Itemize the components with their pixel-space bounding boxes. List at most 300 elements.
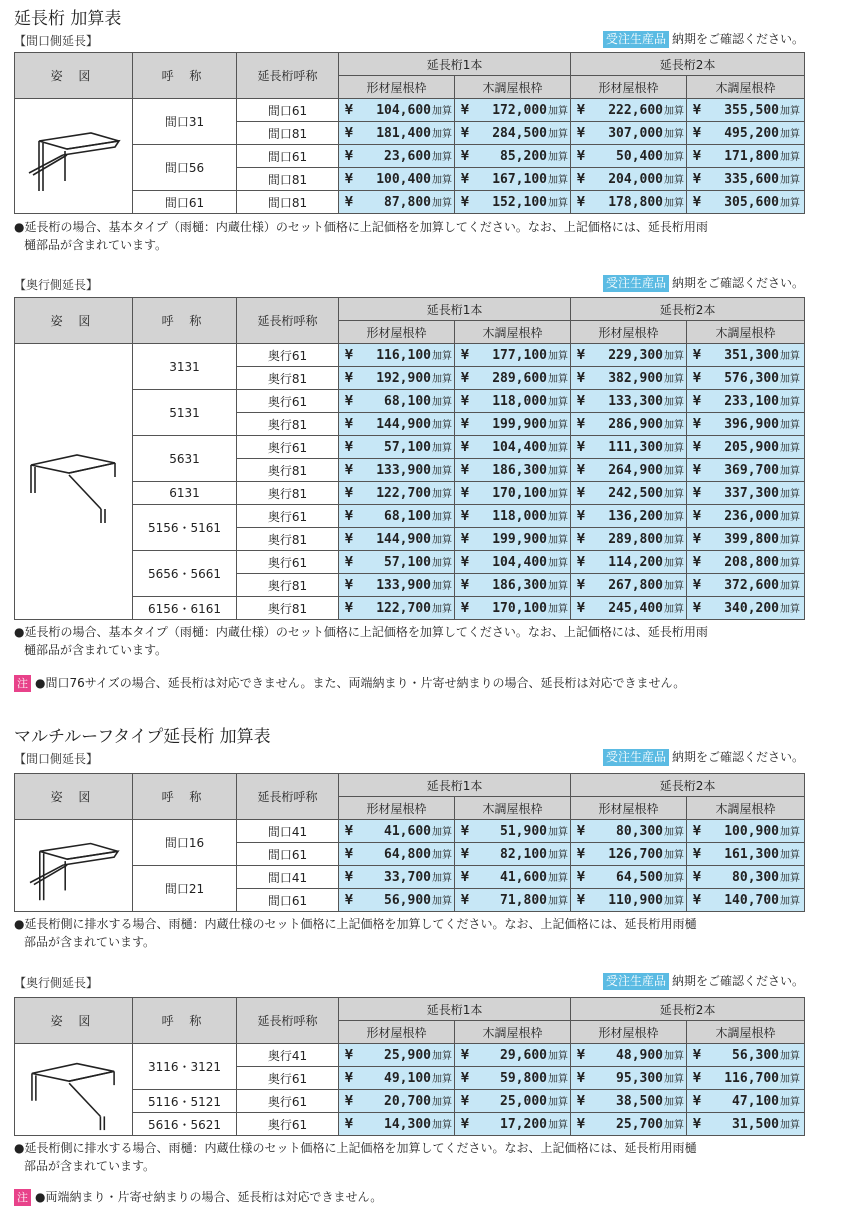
add-label: 加算 xyxy=(432,152,452,163)
price-value: 80,300 xyxy=(732,870,780,885)
price-table-depth-extension xyxy=(14,297,805,620)
price-value: 122,700 xyxy=(376,601,431,616)
price-value: 267,800 xyxy=(608,578,664,593)
price-value: 186,300 xyxy=(492,463,547,478)
price-value: 64,500 xyxy=(616,870,664,885)
price-cell xyxy=(571,436,687,459)
add-label: 加算 xyxy=(664,1120,685,1131)
price-value: 68,100 xyxy=(384,509,431,524)
add-label: 加算 xyxy=(664,443,685,454)
currency-symbol: ¥ xyxy=(345,847,353,862)
price-cell xyxy=(455,436,571,459)
currency-symbol: ¥ xyxy=(693,348,701,363)
model-name-cell: 5156・5161 xyxy=(133,505,237,551)
price-value: 307,000 xyxy=(608,126,664,141)
add-label: 加算 xyxy=(548,512,568,523)
model-name-cell: 6156・6161 xyxy=(133,597,237,620)
price-value: 167,100 xyxy=(492,172,547,187)
currency-symbol: ¥ xyxy=(461,824,469,839)
price-value: 245,400 xyxy=(608,601,664,616)
currency-symbol: ¥ xyxy=(693,1071,701,1086)
add-label: 加算 xyxy=(780,106,801,117)
price-cell xyxy=(455,1113,571,1136)
add-label: 加算 xyxy=(432,1097,452,1108)
made-to-order-badge: 受注生産品 xyxy=(603,749,669,766)
add-label: 加算 xyxy=(780,873,801,884)
price-value: 136,200 xyxy=(608,509,664,524)
currency-symbol: ¥ xyxy=(345,601,353,616)
price-cell xyxy=(455,1090,571,1113)
price-value: 126,700 xyxy=(608,847,664,862)
price-value: 171,800 xyxy=(724,149,780,164)
add-label: 加算 xyxy=(432,489,452,500)
table-row xyxy=(15,1044,805,1067)
price-value: 199,900 xyxy=(492,532,547,547)
price-value: 57,100 xyxy=(384,440,431,455)
add-label: 加算 xyxy=(432,1120,452,1131)
header-roof-type: 形材屋根枠 xyxy=(339,321,455,344)
price-cell xyxy=(687,820,805,843)
currency-symbol: ¥ xyxy=(461,440,469,455)
currency-symbol: ¥ xyxy=(345,172,353,187)
price-cell xyxy=(455,866,571,889)
add-label: 加算 xyxy=(664,106,685,117)
price-cell xyxy=(455,528,571,551)
price-cell xyxy=(339,122,455,145)
currency-symbol: ¥ xyxy=(345,371,353,386)
price-value: 369,700 xyxy=(724,463,780,478)
add-label: 加算 xyxy=(432,1074,452,1085)
currency-symbol: ¥ xyxy=(577,172,585,187)
extension-name-cell: 奥行61 xyxy=(237,344,339,367)
price-table-width-extension xyxy=(14,52,805,214)
header-diagram: 姿 図 xyxy=(15,998,133,1044)
price-cell xyxy=(687,122,805,145)
add-label: 加算 xyxy=(432,850,452,861)
diagram-cell xyxy=(15,99,133,214)
price-value: 170,100 xyxy=(492,486,547,501)
header-roof-type: 形材屋根枠 xyxy=(571,1021,687,1044)
currency-symbol: ¥ xyxy=(345,1117,353,1132)
table2-subtitle: 【奥行側延長】 xyxy=(14,278,99,292)
add-label: 加算 xyxy=(432,512,452,523)
add-label: 加算 xyxy=(780,129,801,140)
price-value: 351,300 xyxy=(724,348,780,363)
currency-symbol: ¥ xyxy=(693,1094,701,1109)
add-label: 加算 xyxy=(780,175,801,186)
add-label: 加算 xyxy=(664,604,685,615)
header-roof-type: 木調屋根枠 xyxy=(455,321,571,344)
currency-symbol: ¥ xyxy=(461,394,469,409)
add-label: 加算 xyxy=(780,1097,801,1108)
currency-symbol: ¥ xyxy=(693,394,701,409)
price-cell xyxy=(687,145,805,168)
price-cell xyxy=(687,413,805,436)
price-value: 335,600 xyxy=(724,172,780,187)
price-value: 192,900 xyxy=(376,371,431,386)
price-value: 104,400 xyxy=(492,440,547,455)
price-cell xyxy=(455,145,571,168)
price-cell xyxy=(455,413,571,436)
price-value: 399,800 xyxy=(724,532,780,547)
price-cell xyxy=(687,390,805,413)
price-value: 25,900 xyxy=(384,1048,431,1063)
extension-name-cell: 奥行61 xyxy=(237,505,339,528)
currency-symbol: ¥ xyxy=(577,1117,585,1132)
currency-symbol: ¥ xyxy=(693,463,701,478)
currency-symbol: ¥ xyxy=(693,486,701,501)
price-value: 199,900 xyxy=(492,417,547,432)
currency-symbol: ¥ xyxy=(461,149,469,164)
currency-symbol: ¥ xyxy=(345,555,353,570)
header-two-beams: 延長桁2本 xyxy=(571,998,805,1021)
price-value: 576,300 xyxy=(724,371,780,386)
price-cell xyxy=(339,344,455,367)
delivery-note: 納期をご確認ください。 xyxy=(671,276,804,290)
header-one-beam: 延長桁1本 xyxy=(339,298,571,321)
price-cell xyxy=(687,597,805,620)
currency-symbol: ¥ xyxy=(461,348,469,363)
header-diagram: 姿 図 xyxy=(15,298,133,344)
price-value: 264,900 xyxy=(608,463,664,478)
price-cell xyxy=(455,1067,571,1090)
currency-symbol: ¥ xyxy=(461,870,469,885)
add-label: 加算 xyxy=(780,1120,801,1131)
price-value: 100,900 xyxy=(724,824,780,839)
add-label: 加算 xyxy=(548,581,568,592)
add-label: 加算 xyxy=(432,466,452,477)
add-label: 加算 xyxy=(548,397,568,408)
extension-name-cell: 奥行81 xyxy=(237,459,339,482)
price-cell xyxy=(339,482,455,505)
price-value: 80,300 xyxy=(616,824,664,839)
add-label: 加算 xyxy=(664,581,685,592)
add-label: 加算 xyxy=(780,374,801,385)
add-label: 加算 xyxy=(548,466,568,477)
add-label: 加算 xyxy=(548,175,568,186)
price-value: 140,700 xyxy=(724,893,780,908)
add-label: 加算 xyxy=(664,1074,685,1085)
add-label: 加算 xyxy=(664,420,685,431)
price-cell xyxy=(687,482,805,505)
add-label: 加算 xyxy=(780,466,801,477)
table-row xyxy=(15,390,805,413)
multiroof-price-table-width-extension xyxy=(14,773,805,912)
currency-symbol: ¥ xyxy=(693,870,701,885)
add-label: 加算 xyxy=(432,604,452,615)
price-cell xyxy=(455,99,571,122)
table4-note: ●延長桁側に排水する場合、雨樋：内蔵仕様のセット価格に上記価格を加算してください。なお、上記価格には、延長桁用雨樋 部品が含まれています。 xyxy=(14,1141,697,1173)
price-value: 82,100 xyxy=(500,847,547,862)
header-roof-type: 木調屋根枠 xyxy=(455,1021,571,1044)
extension-name-cell: 奥行61 xyxy=(237,1090,339,1113)
price-value: 56,900 xyxy=(384,893,431,908)
currency-symbol: ¥ xyxy=(577,893,585,908)
price-value: 122,700 xyxy=(376,486,431,501)
extension-name-cell: 間口61 xyxy=(237,145,339,168)
price-value: 116,100 xyxy=(376,348,431,363)
price-cell xyxy=(339,459,455,482)
currency-symbol: ¥ xyxy=(693,440,701,455)
add-label: 加算 xyxy=(432,535,452,546)
add-label: 加算 xyxy=(664,512,685,523)
price-value: 236,000 xyxy=(724,509,780,524)
price-cell xyxy=(571,843,687,866)
price-value: 114,200 xyxy=(608,555,664,570)
price-cell xyxy=(687,843,805,866)
header-roof-type: 木調屋根枠 xyxy=(687,321,805,344)
price-value: 372,600 xyxy=(724,578,780,593)
add-label: 加算 xyxy=(548,1120,568,1131)
model-name-cell: 間口16 xyxy=(133,820,237,866)
add-label: 加算 xyxy=(780,827,801,838)
currency-symbol: ¥ xyxy=(461,578,469,593)
price-cell xyxy=(571,528,687,551)
currency-symbol: ¥ xyxy=(693,149,701,164)
price-cell xyxy=(571,1090,687,1113)
currency-symbol: ¥ xyxy=(577,149,585,164)
header-name: 呼 称 xyxy=(133,774,237,820)
price-value: 50,400 xyxy=(616,149,664,164)
currency-symbol: ¥ xyxy=(577,486,585,501)
header-name: 呼 称 xyxy=(133,998,237,1044)
header-extension-name: 延長桁呼称 xyxy=(237,298,339,344)
add-label: 加算 xyxy=(780,850,801,861)
price-value: 144,900 xyxy=(376,417,431,432)
price-value: 172,000 xyxy=(492,103,547,118)
extension-name-cell: 奥行61 xyxy=(237,1067,339,1090)
extension-name-cell: 間口41 xyxy=(237,820,339,843)
price-cell xyxy=(339,597,455,620)
price-value: 29,600 xyxy=(500,1048,547,1063)
add-label: 加算 xyxy=(548,827,568,838)
add-label: 加算 xyxy=(780,443,801,454)
price-value: 104,400 xyxy=(492,555,547,570)
price-cell xyxy=(339,1113,455,1136)
table-row xyxy=(15,505,805,528)
header-roof-type: 形材屋根枠 xyxy=(339,76,455,99)
model-name-cell: 5616・5621 xyxy=(133,1113,237,1136)
add-label: 加算 xyxy=(664,535,685,546)
table-row xyxy=(15,597,805,620)
price-cell xyxy=(571,551,687,574)
header-roof-type: 木調屋根枠 xyxy=(455,76,571,99)
currency-symbol: ¥ xyxy=(345,440,353,455)
price-cell xyxy=(339,889,455,912)
add-label: 加算 xyxy=(664,175,685,186)
currency-symbol: ¥ xyxy=(461,532,469,547)
price-cell xyxy=(455,122,571,145)
currency-symbol: ¥ xyxy=(577,463,585,478)
currency-symbol: ¥ xyxy=(461,1071,469,1086)
add-label: 加算 xyxy=(432,106,452,117)
price-value: 25,700 xyxy=(616,1117,664,1132)
model-name-cell: 間口21 xyxy=(133,866,237,912)
price-cell xyxy=(339,1067,455,1090)
add-label: 加算 xyxy=(664,1051,685,1062)
price-cell xyxy=(455,344,571,367)
add-label: 加算 xyxy=(432,873,452,884)
add-label: 加算 xyxy=(548,129,568,140)
price-value: 51,900 xyxy=(500,824,547,839)
price-value: 38,500 xyxy=(616,1094,664,1109)
price-value: 87,800 xyxy=(384,195,431,210)
extension-name-cell: 奥行81 xyxy=(237,367,339,390)
currency-symbol: ¥ xyxy=(345,532,353,547)
diagram-cell xyxy=(15,344,133,620)
price-cell xyxy=(687,889,805,912)
price-cell xyxy=(455,551,571,574)
price-cell xyxy=(455,168,571,191)
currency-symbol: ¥ xyxy=(461,601,469,616)
header-two-beams: 延長桁2本 xyxy=(571,298,805,321)
add-label: 加算 xyxy=(780,1074,801,1085)
add-label: 加算 xyxy=(432,351,452,362)
currency-symbol: ¥ xyxy=(693,824,701,839)
price-cell xyxy=(455,482,571,505)
price-value: 41,600 xyxy=(500,870,547,885)
price-value: 20,700 xyxy=(384,1094,431,1109)
currency-symbol: ¥ xyxy=(577,1048,585,1063)
currency-symbol: ¥ xyxy=(461,463,469,478)
model-name-cell: 6131 xyxy=(133,482,237,505)
price-cell xyxy=(687,551,805,574)
price-cell xyxy=(571,413,687,436)
price-cell xyxy=(687,505,805,528)
header-two-beams: 延長桁2本 xyxy=(571,53,805,76)
currency-symbol: ¥ xyxy=(693,103,701,118)
extension-name-cell: 奥行61 xyxy=(237,551,339,574)
add-label: 加算 xyxy=(780,896,801,907)
add-label: 加算 xyxy=(780,581,801,592)
section1-warning xyxy=(14,675,685,692)
price-cell xyxy=(687,168,805,191)
add-label: 加算 xyxy=(432,1051,452,1062)
made-to-order-badge: 受注生産品 xyxy=(603,31,669,48)
price-value: 104,600 xyxy=(376,103,431,118)
currency-symbol: ¥ xyxy=(693,1117,701,1132)
currency-symbol: ¥ xyxy=(345,195,353,210)
add-label: 加算 xyxy=(548,896,568,907)
currency-symbol: ¥ xyxy=(577,870,585,885)
extension-name-cell: 間口41 xyxy=(237,866,339,889)
extension-name-cell: 奥行81 xyxy=(237,482,339,505)
price-cell xyxy=(571,168,687,191)
price-cell xyxy=(455,1044,571,1067)
price-cell xyxy=(339,99,455,122)
currency-symbol: ¥ xyxy=(577,1094,585,1109)
add-label: 加算 xyxy=(432,443,452,454)
price-cell xyxy=(455,390,571,413)
price-value: 233,100 xyxy=(724,394,780,409)
price-value: 68,100 xyxy=(384,394,431,409)
currency-symbol: ¥ xyxy=(693,417,701,432)
add-label: 加算 xyxy=(664,1097,685,1108)
price-value: 242,500 xyxy=(608,486,664,501)
add-label: 加算 xyxy=(664,397,685,408)
model-name-cell: 5131 xyxy=(133,390,237,436)
price-cell xyxy=(571,482,687,505)
section1-title: 延長桁 加算表 xyxy=(14,9,122,29)
extension-name-cell: 奥行81 xyxy=(237,597,339,620)
price-value: 57,100 xyxy=(384,555,431,570)
add-label: 加算 xyxy=(548,873,568,884)
currency-symbol: ¥ xyxy=(693,532,701,547)
currency-symbol: ¥ xyxy=(461,172,469,187)
carport-diagram-icon xyxy=(19,101,129,211)
price-cell xyxy=(339,145,455,168)
price-cell xyxy=(339,505,455,528)
add-label: 加算 xyxy=(548,198,568,209)
diagram-cell xyxy=(15,1044,133,1136)
model-name-cell: 5656・5661 xyxy=(133,551,237,597)
price-cell xyxy=(571,505,687,528)
currency-symbol: ¥ xyxy=(577,348,585,363)
currency-symbol: ¥ xyxy=(461,555,469,570)
price-cell xyxy=(687,528,805,551)
currency-symbol: ¥ xyxy=(693,172,701,187)
price-value: 59,800 xyxy=(500,1071,547,1086)
section2-warning xyxy=(14,1189,382,1206)
price-value: 289,600 xyxy=(492,371,547,386)
add-label: 加算 xyxy=(432,827,452,838)
price-cell xyxy=(571,459,687,482)
price-cell xyxy=(687,574,805,597)
add-label: 加算 xyxy=(432,558,452,569)
price-cell xyxy=(339,866,455,889)
price-value: 340,200 xyxy=(724,601,780,616)
extension-name-cell: 奥行61 xyxy=(237,390,339,413)
price-value: 186,300 xyxy=(492,578,547,593)
currency-symbol: ¥ xyxy=(345,149,353,164)
currency-symbol: ¥ xyxy=(345,1071,353,1086)
add-label: 加算 xyxy=(548,1074,568,1085)
extension-name-cell: 間口81 xyxy=(237,122,339,145)
price-value: 116,700 xyxy=(724,1071,780,1086)
made-to-order-notice xyxy=(603,30,804,48)
extension-name-cell: 奥行81 xyxy=(237,528,339,551)
header-extension-name: 延長桁呼称 xyxy=(237,998,339,1044)
add-label: 加算 xyxy=(664,896,685,907)
currency-symbol: ¥ xyxy=(461,509,469,524)
currency-symbol: ¥ xyxy=(461,195,469,210)
currency-symbol: ¥ xyxy=(461,486,469,501)
table4-subtitle: 【奥行側延長】 xyxy=(14,976,99,990)
header-one-beam: 延長桁1本 xyxy=(339,774,571,797)
header-name: 呼 称 xyxy=(133,53,237,99)
price-value: 152,100 xyxy=(492,195,547,210)
price-value: 144,900 xyxy=(376,532,431,547)
carport-diagram-icon xyxy=(19,822,129,910)
carport-diagram-icon xyxy=(19,1046,129,1134)
price-value: 118,000 xyxy=(492,394,547,409)
header-roof-type: 形材屋根枠 xyxy=(571,76,687,99)
price-cell xyxy=(339,168,455,191)
price-cell xyxy=(455,574,571,597)
header-name: 呼 称 xyxy=(133,298,237,344)
price-cell xyxy=(455,820,571,843)
header-roof-type: 木調屋根枠 xyxy=(687,76,805,99)
price-value: 133,900 xyxy=(376,578,431,593)
currency-symbol: ¥ xyxy=(577,126,585,141)
model-name-cell: 3131 xyxy=(133,344,237,390)
extension-name-cell: 奥行81 xyxy=(237,574,339,597)
price-value: 64,800 xyxy=(384,847,431,862)
table-row xyxy=(15,866,805,889)
price-cell xyxy=(687,99,805,122)
currency-symbol: ¥ xyxy=(693,509,701,524)
price-cell xyxy=(339,820,455,843)
